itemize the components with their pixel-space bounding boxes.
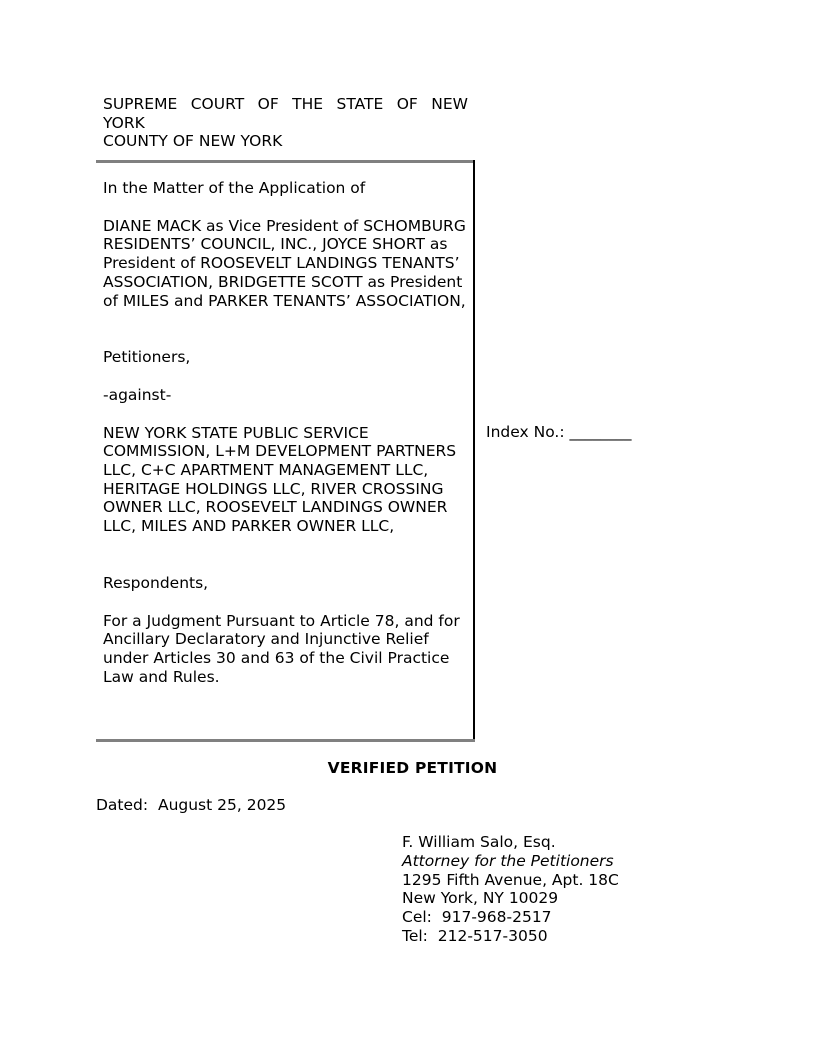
caption-spacer-1 <box>103 198 467 217</box>
court-header-line-2: YORK <box>103 113 145 132</box>
caption-bottom-rule <box>96 739 475 742</box>
caption-spacer-5 <box>103 405 467 424</box>
case-caption-box <box>96 160 475 742</box>
caption-spacer-3 <box>103 329 467 348</box>
against-separator: -against- <box>103 385 172 404</box>
attorney-address-line-2: New York, NY 10029 <box>402 889 559 908</box>
index-number-field: Index No.: ________ <box>486 423 632 441</box>
page-title-text: VERIFIED PETITION <box>327 759 498 777</box>
relief-description: For a Judgment Pursuant to Article 78, and for Ancillary Declaratory and Injunctive Relief under Articles 30 and 63 of the Civil Practice Law and Rules. <box>103 611 460 686</box>
caption-intro: In the Matter of the Application of <box>103 179 366 197</box>
court-header-county: COUNTY OF NEW YORK <box>103 132 283 150</box>
caption-spacer-7 <box>103 555 467 574</box>
attorney-tel-phone: Tel: 212-517-3050 <box>402 926 548 945</box>
respondents-list: NEW YORK STATE PUBLIC SERVICE COMMISSION, L+M DEVELOPMENT PARTNERS LLC, C+C APARTMENT MANAGEMENT LLC, HERITAGE HOLDINGS LLC, RIVER CROSSING OWNER LLC, ROOSEVELT LANDINGS OWNER LLC, MILES AND PARKER OWNER LLC, <box>103 423 457 536</box>
attorney-name: F. William Salo, Esq. <box>402 833 556 851</box>
caption-spacer-2 <box>103 310 467 329</box>
caption-spacer-4 <box>103 367 467 386</box>
court-header <box>103 95 468 151</box>
petitioners-label: Petitioners, <box>103 348 191 367</box>
caption-spacer-8 <box>103 593 467 612</box>
caption-right-border <box>473 160 475 742</box>
attorney-cell-phone: Cel: 917-968-2517 <box>402 908 552 927</box>
petitioners-list: DIANE MACK as Vice President of SCHOMBURG RESIDENTS’ COUNCIL, INC., JOYCE SHORT as President of ROOSEVELT LANDINGS TENANTS’ ASSOCIATION, BRIDGETTE SCOTT as President of MILES and PARKER TENANTS’ ASSOCIATION, <box>103 216 466 310</box>
dated-line: Dated: August 25, 2025 <box>96 796 287 814</box>
respondents-label: Respondents, <box>103 573 209 592</box>
attorney-address-line-1: 1295 Fifth Avenue, Apt. 18C <box>402 870 619 889</box>
court-header-line-1: SUPREME COURT OF THE STATE OF NEW <box>103 95 468 113</box>
caption-spacer-6 <box>103 536 467 555</box>
attorney-role: Attorney for the Petitioners <box>402 851 614 870</box>
page-title <box>0 759 817 777</box>
caption-content <box>103 179 467 686</box>
caption-top-rule <box>96 160 475 163</box>
attorney-signature-block <box>402 833 619 946</box>
